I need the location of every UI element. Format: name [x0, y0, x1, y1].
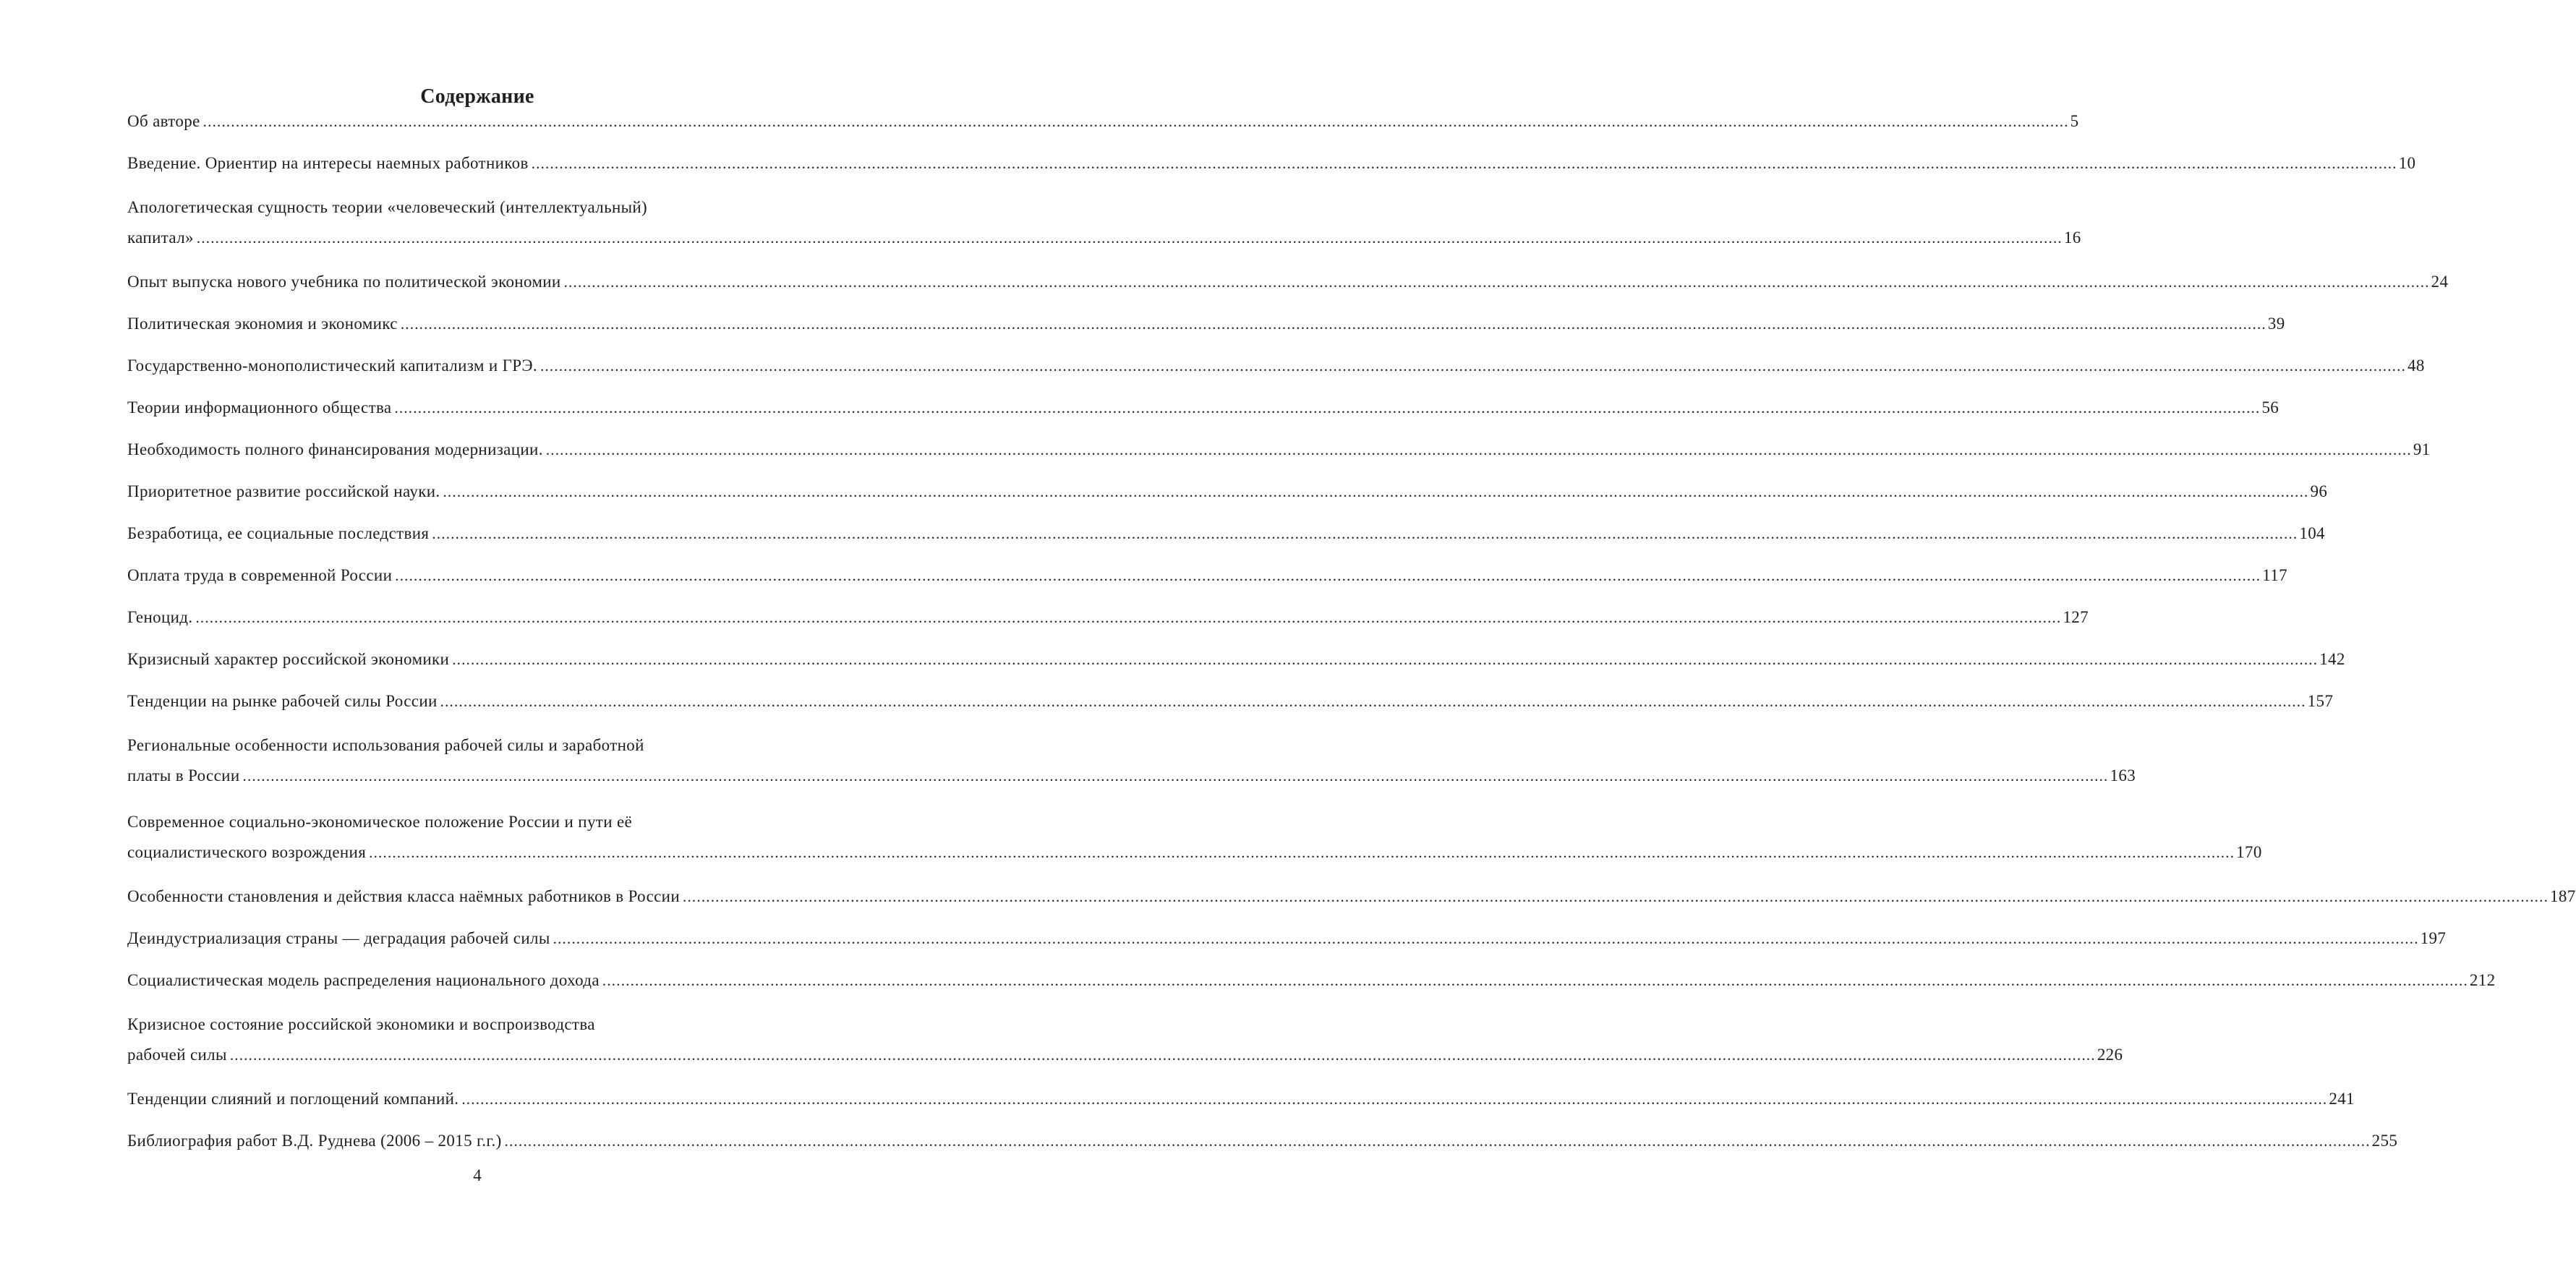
dot-leader: ................................................................................................................................................................................................................................................................................................................................................................................................................ [504, 1132, 2371, 1150]
toc-entry [127, 269, 2449, 295]
dot-leader: ................................................................................................................................................................................................................................................................................................................................................................................................................ [196, 229, 2063, 247]
dot-leader: ................................................................................................................................................................................................................................................................................................................................................................................................................ [461, 1090, 2328, 1108]
toc-entry [127, 192, 2081, 253]
toc-entry-row [127, 479, 2328, 505]
toc-entry-page: 157 [2307, 692, 2334, 710]
dot-leader: ................................................................................................................................................................................................................................................................................................................................................................................................................ [452, 651, 2319, 668]
dot-leader: ................................................................................................................................................................................................................................................................................................................................................................................................................ [440, 693, 2306, 710]
toc-entry-row [127, 437, 2431, 463]
dot-leader: ................................................................................................................................................................................................................................................................................................................................................................................................................ [229, 1046, 2096, 1064]
toc-entry-title: Тенденции на рынке рабочей силы России [127, 692, 438, 710]
dot-leader: ................................................................................................................................................................................................................................................................................................................................................................................................................ [395, 567, 2261, 584]
toc-entry-row [127, 1086, 2355, 1112]
dot-leader: ................................................................................................................................................................................................................................................................................................................................................................................................................ [540, 357, 2407, 375]
dot-leader: ................................................................................................................................................................................................................................................................................................................................................................................................................ [202, 113, 2069, 130]
toc-entry-page: 104 [2299, 524, 2325, 542]
toc-entry-page: 91 [2413, 440, 2431, 458]
toc-entry-title: Тенденции слияний и поглощений компаний. [127, 1090, 459, 1108]
toc-entry-title: Деиндустриализация страны — деградация рабочей силы [127, 929, 550, 947]
toc-entry-page: 163 [2110, 766, 2136, 785]
dot-leader: ................................................................................................................................................................................................................................................................................................................................................................................................................ [195, 609, 2062, 626]
toc-entry [127, 395, 2279, 421]
toc-entry-row [127, 108, 2079, 134]
toc-entry-title: Об авторе [127, 112, 200, 130]
toc-entry-title: Библиография работ В.Д. Руднева (2006 – 2015 г.г.) [127, 1132, 502, 1150]
toc-entry-title: Безработица, ее социальные последствия [127, 524, 430, 542]
dot-leader: ................................................................................................................................................................................................................................................................................................................................................................................................................ [683, 888, 2549, 905]
dot-leader: ................................................................................................................................................................................................................................................................................................................................................................................................................ [602, 972, 2468, 989]
toc-entry [127, 1086, 2355, 1112]
toc-entry-row [127, 1040, 2123, 1070]
toc-entry-page: 127 [2063, 608, 2089, 626]
toc-entry-title: Социалистическая модель распределения национального дохода [127, 971, 600, 989]
toc-entry-row [127, 646, 2345, 672]
dot-leader: ................................................................................................................................................................................................................................................................................................................................................................................................................ [242, 767, 2109, 785]
toc-entry-row [127, 884, 2576, 910]
toc-entry-title-line: Современное социально-экономическое положение России и пути её [127, 813, 633, 831]
toc-entry [127, 108, 2079, 134]
table-of-contents [127, 108, 2576, 1170]
toc-entry [127, 311, 2285, 337]
toc-entry-row [127, 688, 2334, 714]
toc-entry [127, 521, 2325, 547]
toc-entry-title: Оплата труда в современной России [127, 566, 393, 584]
toc-entry-page: 212 [2469, 971, 2496, 989]
toc-entry-page: 24 [2431, 273, 2449, 291]
toc-entry [127, 150, 2416, 176]
toc-entry [127, 353, 2425, 379]
toc-entry-title: Геноцид. [127, 608, 193, 626]
toc-entry-page: 5 [2070, 112, 2079, 130]
toc-entry [127, 563, 2287, 589]
toc-entry-page: 96 [2310, 482, 2328, 500]
toc-entry-row [127, 926, 2447, 952]
toc-entry-title: Теории информационного общества [127, 398, 392, 416]
dot-leader: ................................................................................................................................................................................................................................................................................................................................................................................................................ [443, 483, 2309, 500]
toc-entry-title: капитал» [127, 228, 194, 247]
dot-leader: ................................................................................................................................................................................................................................................................................................................................................................................................................ [369, 844, 2235, 861]
toc-entry-title: Особенности становления и действия класса наёмных работников в России [127, 887, 681, 905]
toc-entry [127, 1128, 2398, 1154]
toc-entry-page: 39 [2267, 315, 2285, 333]
toc-entry [127, 730, 2136, 791]
toc-entry [127, 646, 2345, 672]
toc-entry-row [127, 521, 2325, 547]
toc-entry [127, 1009, 2123, 1070]
toc-entry-row [127, 223, 2081, 253]
dot-leader: ................................................................................................................................................................................................................................................................................................................................................................................................................ [553, 930, 2419, 947]
toc-entry-row [127, 395, 2279, 421]
toc-entry-row [127, 761, 2136, 791]
toc-entry-row [127, 269, 2449, 295]
toc-entry-title-line: Апологетическая сущность теории «человеческий (интеллектуальный) [127, 198, 648, 216]
toc-entry-row [127, 1128, 2398, 1154]
toc-entry-page: 255 [2371, 1132, 2398, 1150]
toc-entry-page: 10 [2398, 154, 2416, 172]
toc-entry-title-line: Региональные особенности использования рабочей силы и заработной [127, 736, 644, 754]
toc-entry-title: Необходимость полного финансирования модернизации. [127, 440, 543, 458]
toc-entry-title: Приоритетное развитие российской науки. [127, 482, 440, 500]
toc-entry-title: Государственно-монополистический капитализм и ГРЭ. [127, 356, 538, 375]
toc-entry-title: Кризисный характер российской экономики [127, 650, 450, 668]
toc-entry-title-line: Кризисное состояние российской экономики и воспроизводства [127, 1015, 595, 1033]
toc-entry [127, 604, 2089, 631]
toc-entry-title: Политическая экономия и экономикс [127, 315, 398, 333]
toc-entry-row [127, 353, 2425, 379]
toc-entry-title: Опыт выпуска нового учебника по политической экономии [127, 273, 561, 291]
toc-entry-page: 117 [2262, 566, 2287, 584]
toc-entry [127, 807, 2262, 868]
toc-entry-page: 48 [2407, 356, 2425, 375]
toc-entry-title: социалистического возрождения [127, 843, 367, 861]
toc-entry-row [127, 967, 2496, 994]
dot-leader: ................................................................................................................................................................................................................................................................................................................................................................................................................ [563, 273, 2430, 291]
toc-entry-page: 187 [2550, 887, 2576, 905]
toc-entry-row [127, 150, 2416, 176]
toc-entry-page: 170 [2236, 843, 2262, 861]
toc-entry [127, 437, 2431, 463]
toc-entry-page: 142 [2319, 650, 2345, 668]
toc-entry-page: 241 [2329, 1090, 2355, 1108]
toc-entry-page: 56 [2261, 398, 2279, 416]
toc-entry [127, 926, 2447, 952]
toc-entry [127, 967, 2496, 994]
toc-entry-title: рабочей силы [127, 1046, 227, 1064]
toc-entry-page: 226 [2097, 1046, 2123, 1064]
toc-entry-row [127, 604, 2089, 631]
dot-leader: ................................................................................................................................................................................................................................................................................................................................................................................................................ [432, 525, 2298, 542]
dot-leader: ................................................................................................................................................................................................................................................................................................................................................................................................................ [531, 155, 2397, 172]
toc-entry-row [127, 311, 2285, 337]
dot-leader: ................................................................................................................................................................................................................................................................................................................................................................................................................ [545, 441, 2412, 458]
toc-entry [127, 884, 2576, 910]
toc-entry [127, 688, 2334, 714]
toc-entry-title: Введение. Ориентир на интересы наемных работников [127, 154, 529, 172]
toc-entry [127, 479, 2328, 505]
toc-entry-page: 197 [2420, 929, 2447, 947]
toc-entry-title: платы в России [127, 766, 240, 785]
page-title: Содержание [420, 85, 534, 108]
toc-entry-row [127, 837, 2262, 868]
dot-leader: ................................................................................................................................................................................................................................................................................................................................................................................................................ [394, 399, 2261, 416]
toc-entry-row [127, 563, 2287, 589]
dot-leader: ................................................................................................................................................................................................................................................................................................................................................................................................................ [400, 315, 2266, 333]
toc-entry-page: 16 [2063, 228, 2081, 247]
page-number: 4 [473, 1166, 482, 1184]
